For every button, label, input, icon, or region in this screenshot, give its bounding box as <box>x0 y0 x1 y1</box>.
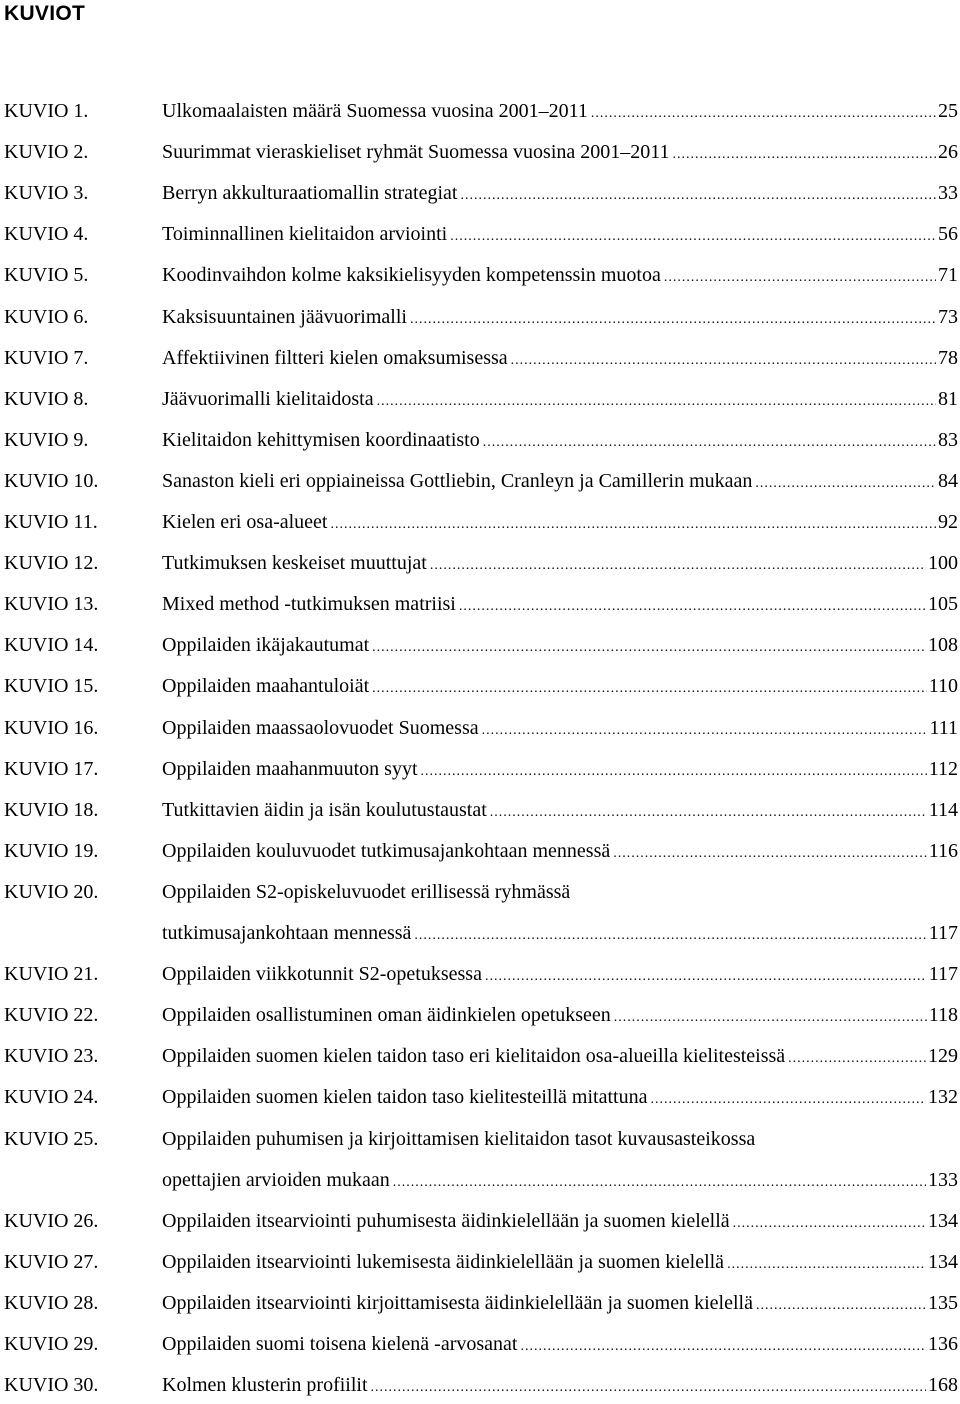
toc-entry <box>0 1041 960 1071</box>
entry-page-number: 73 <box>938 305 958 328</box>
entry-label: KUVIO 4. <box>4 223 89 246</box>
dot-leader <box>520 1332 926 1362</box>
dot-leader <box>410 305 936 335</box>
entry-title-line <box>162 836 960 869</box>
toc-entry <box>0 1288 960 1318</box>
entry-page-number: 135 <box>928 1291 958 1314</box>
entry-page-number: 133 <box>928 1168 958 1191</box>
entry-title-line <box>162 1370 960 1403</box>
dot-leader <box>372 674 927 704</box>
entry-title: Affektiivinen filtteri kielen omaksumisessa <box>162 346 508 369</box>
entry-label: KUVIO 20. <box>4 880 99 903</box>
entry-label: KUVIO 6. <box>4 305 89 328</box>
toc-entry <box>0 1124 960 1154</box>
toc-entry <box>0 713 960 743</box>
dot-leader <box>511 346 936 376</box>
entry-page-number: 129 <box>928 1045 958 1068</box>
toc-entry <box>0 425 960 455</box>
entry-title: Oppilaiden maahantuloiät <box>162 675 370 698</box>
entry-title-line <box>162 959 960 992</box>
entry-title: Suurimmat vieraskieliset ryhmät Suomessa vuosina 2001–2011 <box>162 141 670 164</box>
entry-label: KUVIO 5. <box>4 264 89 287</box>
entry-title-line <box>162 1000 960 1033</box>
toc-entry <box>0 507 960 537</box>
dot-leader <box>755 469 936 499</box>
entry-page-number: 105 <box>928 593 958 616</box>
entry-label: KUVIO 13. <box>4 593 99 616</box>
toc-entry <box>0 260 960 290</box>
entry-label: KUVIO 21. <box>4 963 99 986</box>
toc-entry <box>0 384 960 414</box>
toc-entry <box>0 795 960 825</box>
entry-label: KUVIO 2. <box>4 141 89 164</box>
dot-leader <box>460 181 936 211</box>
entry-page-number: 25 <box>938 100 958 122</box>
entry-title: Oppilaiden suomen kielen taidon taso kielitesteillä mitattuna <box>162 1086 648 1109</box>
entry-title: Mixed method -tutkimuksen matriisi <box>162 593 456 616</box>
entry-label: KUVIO 26. <box>4 1209 99 1232</box>
entry-page-number: 114 <box>928 798 958 821</box>
toc-entry <box>0 1247 960 1277</box>
toc-entry-continuation <box>0 1165 960 1195</box>
entry-page-number: 108 <box>928 634 958 657</box>
toc-entry <box>0 1370 960 1400</box>
entry-title-line <box>162 384 960 417</box>
toc-entry <box>0 548 960 578</box>
entry-title-line <box>162 178 960 211</box>
entry-title-line <box>162 1082 960 1115</box>
dot-leader <box>393 1168 926 1198</box>
entry-page-number: 78 <box>938 346 958 369</box>
toc-entry <box>0 1329 960 1359</box>
entry-title: Oppilaiden kouluvuodet tutkimusajankohtaan mennessä <box>162 839 611 862</box>
toc-entry <box>0 630 960 660</box>
dot-leader <box>650 1085 926 1115</box>
dot-leader <box>483 428 936 458</box>
entry-title: Oppilaiden S2-opiskeluvuodet erillisessä ryhmässä <box>162 880 571 903</box>
dot-leader <box>459 592 926 622</box>
entry-label: KUVIO 25. <box>4 1127 99 1150</box>
entry-page-number: 117 <box>928 963 958 986</box>
entry-title: Koodinvaihdon kolme kaksikielisyyden kompetenssin muotoa <box>162 264 661 287</box>
entry-title: Toiminnallinen kielitaidon arviointi <box>162 223 448 246</box>
entry-page-number: 134 <box>928 1209 958 1232</box>
entry-title-line <box>162 918 960 951</box>
entry-title: Oppilaiden itsearviointi kirjoittamisesta äidinkielellään ja suomen kielellä <box>162 1291 753 1314</box>
toc-entry <box>0 1206 960 1236</box>
entry-title: Tutkimuksen keskeiset muuttujat <box>162 552 427 575</box>
entry-title-line <box>162 1206 960 1239</box>
entry-title: Oppilaiden ikäjakautumat <box>162 634 370 657</box>
entry-page-number: 71 <box>938 264 958 287</box>
entry-label: KUVIO 12. <box>4 552 99 575</box>
entry-title-line <box>162 630 960 663</box>
entry-title: Sanaston kieli eri oppiaineissa Gottliebin, Cranleyn ja Camillerin mukaan <box>162 469 753 492</box>
entry-title-line <box>162 343 960 376</box>
entry-title: Jäävuorimalli kielitaidosta <box>162 387 374 410</box>
entry-page-number: 84 <box>938 469 958 492</box>
entry-title-line <box>162 1165 960 1198</box>
dot-leader <box>414 921 926 951</box>
entry-label: KUVIO 24. <box>4 1086 99 1109</box>
entry-label: KUVIO 27. <box>4 1250 99 1273</box>
entry-title-line <box>162 302 960 335</box>
entry-label: KUVIO 3. <box>4 182 89 205</box>
toc-entry <box>0 959 960 989</box>
toc-entry <box>0 137 960 167</box>
entry-title-line <box>162 425 960 458</box>
entry-label: KUVIO 14. <box>4 634 99 657</box>
entry-page-number: 118 <box>928 1004 958 1027</box>
entry-label: KUVIO 22. <box>4 1004 99 1027</box>
entry-title: Oppilaiden maassaolovuodet Suomessa <box>162 716 479 739</box>
entry-page-number: 81 <box>938 387 958 410</box>
dot-leader <box>372 633 926 663</box>
dot-leader <box>756 1291 926 1321</box>
entry-title: Oppilaiden puhumisen ja kirjoittamisen kielitaidon tasot kuvausasteikossa <box>162 1127 756 1150</box>
dot-leader <box>421 757 927 787</box>
entry-label: KUVIO 28. <box>4 1291 99 1314</box>
entry-label: KUVIO 18. <box>4 798 99 821</box>
entry-label: KUVIO 19. <box>4 839 99 862</box>
entry-page-number: 117 <box>928 922 958 944</box>
entry-page-number: 33 <box>938 182 958 205</box>
entry-label: KUVIO 15. <box>4 675 99 698</box>
entry-title: Kolmen klusterin profiilit <box>162 1374 368 1397</box>
entry-title-line <box>162 754 960 787</box>
dot-leader <box>673 140 936 170</box>
entry-title-line <box>162 1329 960 1362</box>
entry-page-number: 136 <box>928 1333 958 1355</box>
entry-label: KUVIO 9. <box>4 428 89 451</box>
entry-title-line <box>162 260 960 293</box>
entry-title-line <box>162 589 960 622</box>
entry-label: KUVIO 30. <box>4 1374 99 1397</box>
entry-label: KUVIO 11. <box>4 511 98 533</box>
entry-title: Oppilaiden suomi toisena kielenä -arvosanat <box>162 1333 518 1355</box>
toc-entry <box>0 219 960 249</box>
entry-label: KUVIO 8. <box>4 387 89 410</box>
entry-title-line <box>162 219 960 252</box>
entry-page-number: 92 <box>938 511 958 533</box>
entry-title: Oppilaiden suomen kielen taidon taso eri kielitaidon osa-alueilla kielitesteissä <box>162 1045 786 1068</box>
entry-title-line <box>162 713 960 746</box>
toc-entry <box>0 1082 960 1112</box>
toc-entry <box>0 466 960 496</box>
toc-entry <box>0 589 960 619</box>
dot-leader <box>614 1003 927 1033</box>
entry-page-number: 100 <box>928 552 958 575</box>
entry-title-line <box>162 1247 960 1280</box>
entry-page-number: 26 <box>938 141 958 164</box>
entry-title: tutkimusajankohtaan mennessä <box>162 922 412 944</box>
entry-title: Berryn akkulturaatiomallin strategiat <box>162 182 458 205</box>
entry-title-line <box>162 96 960 129</box>
entry-label: KUVIO 17. <box>4 757 99 780</box>
entry-title: opettajien arvioiden mukaan <box>162 1168 390 1191</box>
dot-leader <box>430 551 926 581</box>
entry-title: Kaksisuuntainen jäävuorimalli <box>162 305 407 328</box>
entry-title-line <box>162 671 960 704</box>
entry-page-number: 134 <box>928 1250 958 1273</box>
toc-entry-continuation <box>0 918 960 948</box>
entry-title-line <box>162 137 960 170</box>
dot-leader <box>485 962 927 992</box>
dot-leader <box>727 1250 926 1280</box>
dot-leader <box>490 798 927 828</box>
dot-leader <box>788 1044 926 1074</box>
entry-title-line <box>162 548 960 581</box>
entry-page-number: 168 <box>928 1374 958 1397</box>
toc-entry <box>0 671 960 701</box>
entry-label: KUVIO 29. <box>4 1333 99 1355</box>
entry-page-number: 110 <box>928 675 958 698</box>
dot-leader <box>377 387 936 417</box>
toc-entry <box>0 96 960 126</box>
dot-leader <box>613 839 926 869</box>
entry-title: Oppilaiden viikkotunnit S2-opetuksessa <box>162 963 482 986</box>
toc-entry <box>0 178 960 208</box>
entry-label: KUVIO 10. <box>4 469 99 492</box>
entry-title: Kielen eri osa-alueet <box>162 511 328 533</box>
toc-entry <box>0 877 960 907</box>
dot-leader <box>664 263 936 293</box>
entry-label: KUVIO 1. <box>4 100 89 122</box>
entry-page-number: 56 <box>938 223 958 246</box>
entry-page-number: 111 <box>929 716 958 739</box>
entry-title: Oppilaiden itsearviointi puhumisesta äidinkielellään ja suomen kielellä <box>162 1209 730 1232</box>
entry-label: KUVIO 7. <box>4 346 89 369</box>
entry-page-number: 112 <box>928 757 958 780</box>
entry-title: Oppilaiden itsearviointi lukemisesta äidinkielellään ja suomen kielellä <box>162 1250 725 1273</box>
dot-leader <box>591 99 936 129</box>
toc-entry <box>0 302 960 332</box>
entry-title-line <box>162 507 960 540</box>
toc-entry <box>0 836 960 866</box>
dot-leader <box>330 510 936 540</box>
entry-title: Ulkomaalaisten määrä Suomessa vuosina 2001–2011 <box>162 100 588 122</box>
entry-label: KUVIO 23. <box>4 1045 99 1068</box>
dot-leader <box>733 1209 926 1239</box>
dot-leader <box>482 716 928 746</box>
toc-entry <box>0 1000 960 1030</box>
page-title: KUVIOT <box>4 2 86 25</box>
entry-title: Kielitaidon kehittymisen koordinaatisto <box>162 428 480 451</box>
dot-leader <box>450 222 936 252</box>
toc-entry <box>0 343 960 373</box>
entry-title-line <box>162 1041 960 1074</box>
entry-title-line <box>162 795 960 828</box>
entry-page-number: 116 <box>928 839 958 862</box>
entry-page-number: 132 <box>928 1086 958 1109</box>
entry-title-line <box>162 1288 960 1321</box>
entry-title: Oppilaiden osallistuminen oman äidinkielen opetukseen <box>162 1004 611 1027</box>
entry-label: KUVIO 16. <box>4 716 99 739</box>
entry-title: Tutkittavien äidin ja isän koulutustaustat <box>162 798 487 821</box>
entry-page-number: 83 <box>938 428 958 451</box>
entry-title-line <box>162 466 960 499</box>
entry-title: Oppilaiden maahanmuuton syyt <box>162 757 418 780</box>
toc-entry <box>0 754 960 784</box>
dot-leader <box>371 1373 926 1403</box>
